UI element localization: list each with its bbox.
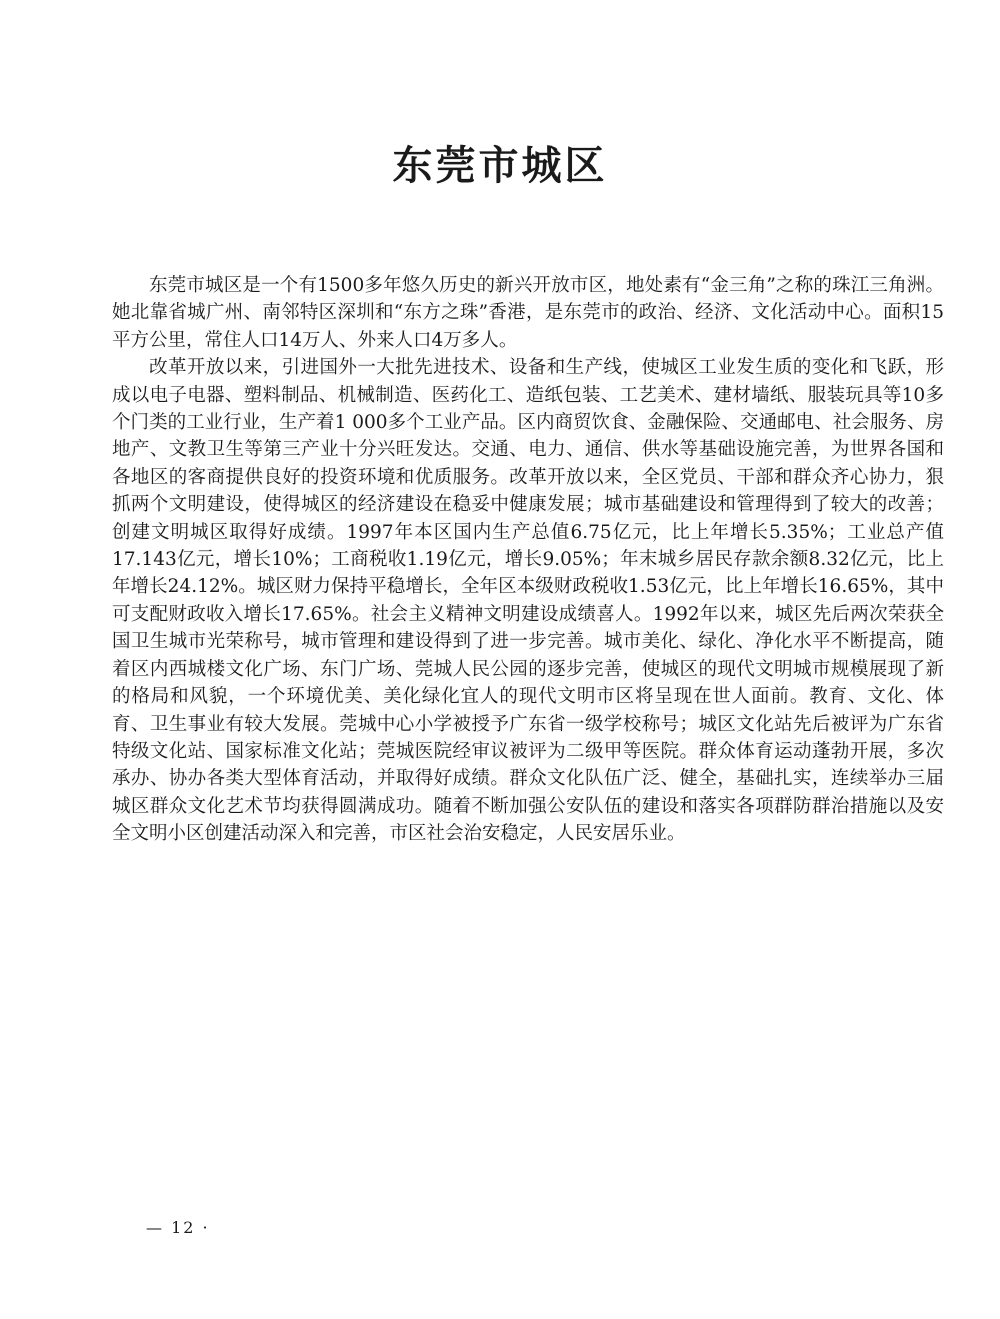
paragraph-intro: 东莞市城区是一个有1500多年悠久历史的新兴开放市区，地处素有“金三角”之称的珠江三角洲。她北靠省城广州、南邻特区深圳和“东方之珠”香港，是东莞市的政治、经济、文化活动中心。面积15平方公里，常住人口14万人、外来人口4万多人。 [112,275,944,351]
page-number: — 12 · [146,1218,210,1237]
body-text [112,272,944,848]
page-title: 东莞市城区 [392,143,608,189]
paragraph-reform: 改革开放以来，引进国外一大批先进技术、设备和生产线，使城区工业发生质的变化和飞跃，形成以电子电器、塑料制品、机械制造、医药化工、造纸包装、工艺美术、建材墙纸、服装玩具等10多个门类的工业行业，生产着1 000多个工业产品。区内商贸饮食、金融保险、交通邮电、社会服务、房地产、文教卫生等第三产业十分兴旺发达。交通、电力、通信、供水等基础设施完善，为世界各国和各地区的客商提供良好的投资环境和优质服务。改革开放以来，全区党员、干部和群众齐心协力，狠抓两个文明建设，使得城区的经济建设在稳妥中健康发展；城市基础建设和管理得到了较大的改善；创建文明城区取得好成绩。1997年本区国内生产总值6.75亿元，比上年增长5.35%；工业总产值17.143亿元，增长10%；工商税收1.19亿元，增长9.05%；年末城乡居民存款余额8.32亿元，比上年增长24.12%。城区财力保持平稳增长，全年区本级财政税收1.53亿元，比上年增长16.65%，其中可支配财政收入增长17.65%。社会主义精神文明建设成绩喜人。1992年以来，城区先后两次荣获全国卫生城市光荣称号，城市管理和建设得到了进一步完善。城市美化、绿化、净化水平不断提高，随着区内西城楼文化广场、东门广场、莞城人民公园的逐步完善，使城区的现代文明城市规模展现了新的格局和风貌，一个环境优美、美化绿化宜人的现代文明市区将呈现在世人面前。教育、文化、体育、卫生事业有较大发展。莞城中心小学被授予广东省一级学校称号；城区文化站先后被评为广东省特级文化站、国家标准文化站；莞城医院经审议被评为二级甲等医院。群众体育运动蓬勃开展，多次承办、协办各类大型体育活动，并取得好成绩。群众文化队伍广泛、健全，基础扎实，连续举办三届城区群众文化艺术节均获得圆满成功。随着不断加强公安队伍的建设和落实各项群防群治措施以及安全文明小区创建活动深入和完善，市区社会治安稳定，人民安居乐业。 [112,357,944,845]
